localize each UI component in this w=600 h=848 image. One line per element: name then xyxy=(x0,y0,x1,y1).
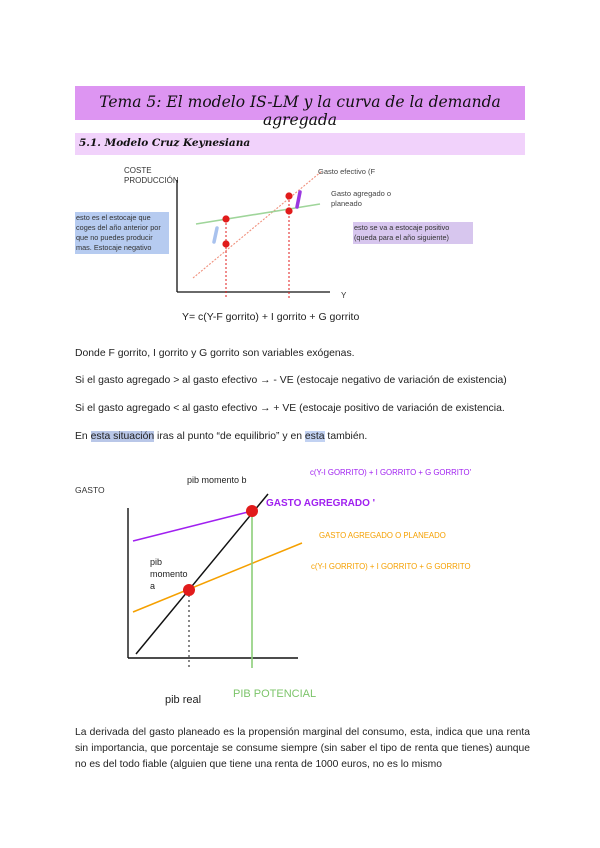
paragraph-derivative: La derivada del gasto planeado es la propensión marginal del consumo, esta, indica que una renta sin importancia, que porcentaje se consume siempre (sin saber el tipo de renta que tienes) aunque no es del todo fiable (alguien que tiene una renta de 1000 euros, no es lo mismo xyxy=(75,727,530,770)
label-pib-b: pib momento b xyxy=(187,475,247,485)
gasto-planeado-line xyxy=(196,204,320,224)
purple-bracket-mark xyxy=(297,192,300,207)
label-gasto-agregado-line1: Gasto agregado o xyxy=(331,189,392,198)
gasto-agregado-prime-line xyxy=(133,511,252,541)
label-gasto-agregado-line2: planeado xyxy=(331,199,362,208)
paragraph-negative-ve: Si el gasto agregado > al gasto efectivo → - VE (estocaje negativo de variación de existencia) xyxy=(75,375,507,386)
point-left-lower xyxy=(222,240,229,247)
p4-text-a: En xyxy=(75,431,91,442)
paragraph-positive-ve: Si el gasto agregado < al gasto efectivo → + VE (estocaje positivo de variación de existencia. xyxy=(75,403,505,414)
blue-bracket-mark xyxy=(214,228,217,242)
y-label-line1: COSTE xyxy=(124,166,152,175)
equilibrium-formula: Y= c(Y-F gorrito) + I gorrito + G gorrito xyxy=(182,311,360,323)
point-left-upper xyxy=(222,215,229,222)
x-label-pib-real: pib real xyxy=(165,694,202,706)
p4-highlight-esta: esta xyxy=(304,431,325,442)
keynesian-cross-graph xyxy=(0,0,600,340)
equilibrium-point-b xyxy=(246,505,258,517)
y-label-gasto: GASTO xyxy=(75,485,105,495)
label-gasto-efectivo: Gasto efectivo (F xyxy=(318,167,376,176)
gasto-efectivo-line xyxy=(193,171,322,278)
p4-highlight-situacion: esta situación xyxy=(90,431,155,442)
note-negative-stock: esto es el estocaje que coges del año anterior por que no puedes producir mas. Estocaje negativo xyxy=(75,212,169,254)
label-gasto-planeado: GASTO AGREGADO O PLANEADO xyxy=(319,531,446,540)
y-label-line2: PRODUCCIÓN xyxy=(124,176,179,185)
label-gasto-agregado-prime: GASTO AGREGRADO ' xyxy=(266,498,376,509)
p4-text-c: también. xyxy=(324,431,368,442)
label-pib-a-line2: momento xyxy=(150,569,188,579)
aggregate-demand-graph xyxy=(0,450,600,710)
section-title: 5.1. Modelo Cruz Keynesiana xyxy=(79,137,251,149)
p4-text-b: iras al punto “de equilibrio” y en xyxy=(154,431,305,442)
point-right-upper xyxy=(285,192,292,199)
page-title: Tema 5: El modelo IS-LM y la curva de la demanda agregada xyxy=(99,93,501,129)
label-pib-a-line1: pib xyxy=(150,557,163,567)
label-pib-a-line3: a xyxy=(150,581,156,591)
equilibrium-point-a xyxy=(183,584,195,596)
paragraph-exogenous: Donde F gorrito, I gorrito y G gorrito son variables exógenas. xyxy=(75,348,355,359)
label-formula-orange: c(Y-I GORRITO) + I GORRITO + G GORRITO xyxy=(311,562,471,571)
label-formula-purple: c(Y-I GORRITO) + I GORRITO + G GORRITO' xyxy=(310,468,472,477)
point-right-lower xyxy=(285,207,292,214)
x-label-y: Y xyxy=(341,291,347,300)
paragraph-equilibrium xyxy=(75,430,530,444)
x-label-pib-potencial: PIB POTENCIAL xyxy=(233,688,317,700)
note-positive-stock: esto se va a estocaje positivo (queda para el año siguiente) xyxy=(353,222,473,244)
